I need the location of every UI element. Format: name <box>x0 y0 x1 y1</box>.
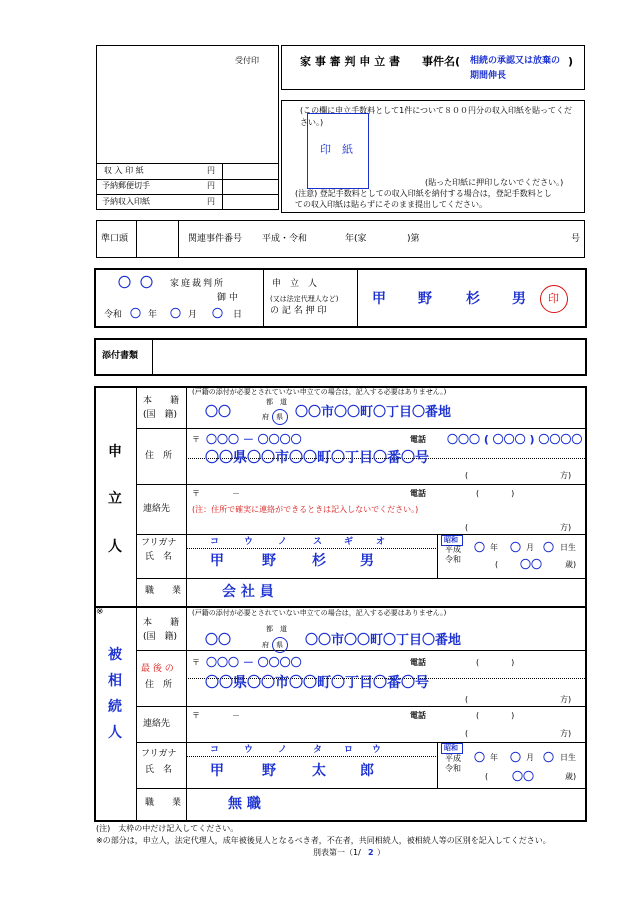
case-name-label: 事件名( <box>422 55 461 68</box>
decedent-job-value: 無 職 <box>228 796 261 812</box>
stamp-warning-2: ての収入印紙は貼らずにそのまま提出してください。 <box>295 200 487 209</box>
applicant-era-showa: 昭和 <box>444 536 458 544</box>
applicant-birth-year-unit: 年 <box>490 543 498 552</box>
applicant-seal-name-2: 野 <box>418 291 432 307</box>
junkou-label: 準口頭 <box>101 234 129 244</box>
court-suffix: 家庭裁判所 <box>170 279 226 289</box>
applicant-furigana-3: ノ <box>278 537 288 547</box>
attachments-row <box>94 338 587 376</box>
stamp-area-label: 印 紙 <box>320 143 353 156</box>
decedent-birth-month-circle: 〇 <box>510 751 521 764</box>
date-day-unit: 日 <box>233 310 243 320</box>
applicant-section-char-2: 立 <box>108 491 122 507</box>
applicant-honseki-note: (戸籍の添付が必要とされていない申立ての場合は，記入する必要はありません。) <box>192 388 447 396</box>
applicant-seal-name-3: 杉 <box>466 291 480 307</box>
decedent-birth-month-unit: 月 <box>526 753 534 762</box>
court-circle-1: 〇 <box>118 276 132 291</box>
decedent-era-showa: 昭和 <box>444 744 458 752</box>
applicant-furigana-1: コ <box>210 537 220 547</box>
applicant-renraku-kata: 方) <box>560 523 572 532</box>
applicant-section-char-1: 申 <box>108 444 122 460</box>
applicant-honseki-label: 本 籍 <box>143 396 180 406</box>
applicant-renraku-phone: 電話 <box>410 489 426 498</box>
decedent-ken: 県 <box>276 641 283 649</box>
applicant-renraku-note: (注：住所で確実に連絡ができるときは記入しないでください。) <box>192 505 419 514</box>
decedent-kokuseki-label: (国 籍) <box>143 632 178 642</box>
page-title: 家 事 審 判 申 立 書 <box>300 55 400 68</box>
decedent-name-2: 野 <box>262 763 276 779</box>
court-onchu: 御中 <box>217 293 242 303</box>
decedent-name-4: 郎 <box>360 763 374 779</box>
applicant-birth-year-circle: 〇 <box>474 541 485 554</box>
decedent-age-value: 〇〇 <box>512 770 534 783</box>
decedent-honseki-pref: 〇〇 <box>205 633 232 648</box>
decedent-postal-mark: 〒 <box>192 658 200 667</box>
applicant-birth-day-unit: 日生 <box>560 543 576 552</box>
applicant-name-label: 氏 名 <box>145 552 173 562</box>
applicant-kata: 方) <box>560 471 572 480</box>
applicant-age-value: 〇〇 <box>520 558 542 571</box>
decedent-birth-year-circle: 〇 <box>474 751 485 764</box>
case-name-value: 相続の承認又は放棄の <box>470 56 561 66</box>
applicant-postal-mark: 〒 <box>192 435 200 444</box>
applicant-kokuseki-label: (国 籍) <box>143 410 178 420</box>
applicant-furigana-6: オ <box>376 537 386 547</box>
seal-stamp-label: 印 <box>548 292 559 305</box>
applicant-seal-name-4: 男 <box>512 291 526 307</box>
applicant-jusho-label: 住 所 <box>145 451 173 461</box>
date-era: 令和 <box>104 310 123 320</box>
decedent-era-reiwa: 令和 <box>445 764 461 773</box>
decedent-furigana-1: コ <box>210 745 220 755</box>
decedent-postal-code: 〇〇〇 － 〇〇〇〇 <box>206 656 302 669</box>
applicant-renraku-kata-paren: ( <box>465 523 469 532</box>
applicant-section-char-3: 人 <box>108 539 122 555</box>
decedent-honseki-addr: 〇〇市〇〇町〇丁目〇番地 <box>305 633 462 648</box>
applicant-era-reiwa: 令和 <box>445 555 461 564</box>
decedent-last-label: 最 後 の <box>141 664 174 674</box>
decedent-renraku-label: 連絡先 <box>143 719 171 729</box>
date-year-unit: 年 <box>148 310 158 320</box>
applicant-name-2: 野 <box>262 553 276 569</box>
decedent-renraku-kata: 方) <box>560 729 572 738</box>
date-month-circle: 〇 <box>170 307 181 320</box>
applicant-address-paren: ( <box>465 471 469 480</box>
applicant-name-3: 杉 <box>312 553 326 569</box>
decedent-birth-year-unit: 年 <box>490 753 498 762</box>
applicant-birth-month-circle: 〇 <box>510 541 521 554</box>
decedent-furigana-label: フリガナ <box>141 749 177 759</box>
decedent-furigana-2: ウ <box>244 745 254 755</box>
applicant-renraku-label: 連絡先 <box>143 504 171 514</box>
applicant-agent-note: (又は法定代理人など) <box>270 295 339 303</box>
applicant-honseki-pref: 〇〇 <box>205 405 232 420</box>
decedent-honseki-note: (戸籍の添付が必要とされていない申立ての場合は，記入する必要はありません。) <box>192 609 447 617</box>
date-day-circle: 〇 <box>212 307 223 320</box>
decedent-name-1: 甲 <box>210 763 224 779</box>
stamp-warning-1: (注意) 登記手数料としての収入印紙を納付する場合は，登記手数料とし <box>295 189 552 198</box>
related-case-number-label: 関連事件番号 <box>188 234 243 244</box>
applicant-age-unit: 歳) <box>565 560 577 569</box>
decedent-renraku-phone: 電話 <box>410 711 426 720</box>
fee-label-stamp: 収 入 印 紙 <box>104 166 144 175</box>
applicant-renraku-postal: 〒 － <box>192 489 240 498</box>
applicant-furigana-label: フリガナ <box>141 538 177 548</box>
case-name-value-2: 期間伸長 <box>470 71 507 81</box>
applicant-name-4: 男 <box>360 553 374 569</box>
decedent-mark: ※ <box>96 607 104 617</box>
applicant-furigana-5: ギ <box>344 537 354 547</box>
decedent-fu: 府 <box>262 641 269 649</box>
related-era: 平成・令和 <box>262 234 308 244</box>
applicant-phone-label: 電話 <box>410 435 426 444</box>
decedent-job-label: 職 業 <box>145 798 182 808</box>
decedent-section-char-1: 被 <box>108 647 122 663</box>
decedent-era-heisei: 平成 <box>445 754 461 763</box>
applicant-job-value: 会 社 員 <box>222 584 274 600</box>
stamp-notice-text-1: (この欄に申立手数料として1件について８００円分の収入印紙を貼ってくだ <box>300 106 573 115</box>
fee-label-postage: 予納郵便切手 <box>102 181 150 190</box>
footer-note-2: ※の部分は，申立人，法定代理人，成年被後見人となるべき者，不在者，共同相続人，被相続人等の区別を記入してください。 <box>96 836 551 845</box>
applicant-address: 〇〇県〇〇市〇〇町〇丁目〇番〇号 <box>205 450 429 466</box>
applicant-birth-day-circle: 〇 <box>543 541 554 554</box>
court-circle-2: 〇 <box>140 276 154 291</box>
footer-note-1: (注) 太枠の中だけ記入してください。 <box>96 824 239 833</box>
decedent-age-unit: 歳) <box>565 772 577 781</box>
date-year-circle: 〇 <box>130 307 141 320</box>
decedent-furigana-5: ロ <box>344 745 354 755</box>
decedent-kata: 方) <box>560 695 572 704</box>
decedent-birth-day-unit: 日生 <box>560 753 576 762</box>
fee-label-revenue: 予納収入印紙 <box>102 197 150 206</box>
form-close: ） <box>377 848 385 857</box>
applicant-honseki-addr: 〇〇市〇〇町〇丁目〇番地 <box>295 405 452 420</box>
decedent-furigana-3: ノ <box>278 745 288 755</box>
applicant-name-1: 甲 <box>210 553 224 569</box>
applicant-furigana-4: ス <box>313 537 323 547</box>
decedent-furigana-6: ウ <box>372 745 382 755</box>
decedent-section-char-4: 人 <box>108 725 122 741</box>
stamp-notice-text-2: さい。) <box>300 118 324 127</box>
applicant-birth-month-unit: 月 <box>526 543 534 552</box>
decedent-birth-day-circle: 〇 <box>543 751 554 764</box>
applicant-ken: 県 <box>276 413 283 421</box>
seal-label: の 記 名 押 印 <box>270 306 327 316</box>
reception-label: 受付印 <box>235 56 259 65</box>
decedent-furigana-4: タ <box>313 745 323 755</box>
decedent-honseki-label: 本 籍 <box>143 618 180 628</box>
decedent-renraku-paren: ( ) <box>476 711 515 720</box>
fee-unit-postage: 円 <box>207 181 215 190</box>
decedent-name-3: 太 <box>312 763 326 779</box>
related-case-row <box>96 220 585 258</box>
applicant-furigana-2: ウ <box>244 537 254 547</box>
form-page: 2 <box>368 848 374 857</box>
decedent-section-char-3: 続 <box>108 699 122 715</box>
attachments-label: 添付書類 <box>102 351 139 361</box>
related-dai: )第 <box>407 234 420 244</box>
decedent-address: 〇〇県〇〇市〇〇町〇丁目〇番〇号 <box>205 675 429 691</box>
applicant-fu: 府 <box>262 413 269 421</box>
decedent-renraku-postal: 〒 － <box>192 711 240 720</box>
fee-unit-revenue: 円 <box>207 197 215 206</box>
date-month-unit: 月 <box>188 310 198 320</box>
decedent-name-label: 氏 名 <box>145 765 173 775</box>
applicant-postal-code: 〇〇〇 － 〇〇〇〇 <box>206 433 302 446</box>
decedent-section-char-2: 相 <box>108 673 122 689</box>
decedent-to-do: 都 道 <box>266 625 287 633</box>
related-go: 号 <box>571 234 581 244</box>
decedent-address-paren: ( <box>465 695 469 704</box>
applicant-age-open: ( <box>495 560 499 569</box>
decedent-renraku-kata-paren: ( <box>465 729 469 738</box>
decedent-phone-label: 電話 <box>410 658 426 667</box>
form-id: 別表第一（1/ <box>313 848 361 857</box>
decedent-phone-paren: ( ) <box>476 658 515 667</box>
fee-unit-stamp: 円 <box>207 166 215 175</box>
applicant-to-do: 都 道 <box>266 398 287 406</box>
related-year: 年(家 <box>345 234 367 244</box>
applicant-era-heisei: 平成 <box>445 545 461 554</box>
applicant-renraku-paren: ( ) <box>476 489 515 498</box>
stamp-paste-note: (貼った印紙に押印しないでください。) <box>425 178 564 187</box>
applicant-seal-name-1: 甲 <box>372 291 386 307</box>
applicant-phone-value: 〇〇〇 ( 〇〇〇 ) 〇〇〇〇 <box>447 433 583 446</box>
applicant-job-label: 職 業 <box>145 586 182 596</box>
applicant-label: 申 立 人 <box>272 279 318 289</box>
decedent-jusho-label: 住 所 <box>145 680 173 690</box>
decedent-age-open: ( <box>485 772 489 781</box>
case-name-close: ) <box>568 55 574 68</box>
